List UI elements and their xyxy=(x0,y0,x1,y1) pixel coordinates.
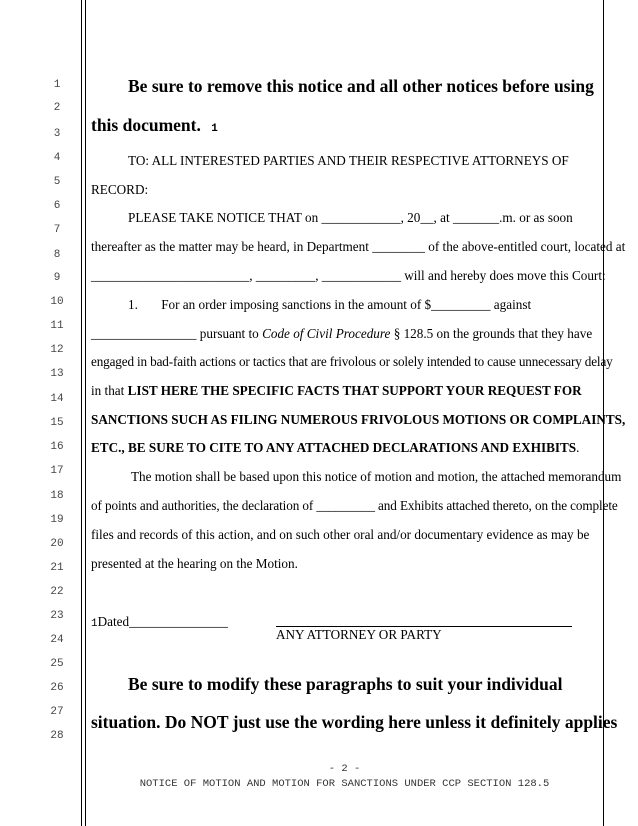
notice-top-line2 xyxy=(91,115,218,136)
notice-top-line1: Be sure to remove this notice and all other notices before using xyxy=(128,76,594,96)
line-number: 9 xyxy=(53,272,61,284)
notice-para-line3: ________________________, _________, ____________ will and hereby does move this Court: xyxy=(91,268,606,283)
page-number: - 2 - xyxy=(328,763,361,775)
line-number: 16 xyxy=(50,441,64,453)
line-number: 23 xyxy=(50,610,64,622)
line-number: 12 xyxy=(50,344,64,356)
line-number: 15 xyxy=(50,417,64,429)
item-number: 1. xyxy=(128,297,138,312)
line-number: 27 xyxy=(50,706,64,718)
item1-line5: SANCTIONS SUCH AS FILING NUMEROUS FRIVOLOUS MOTIONS OR COMPLAINTS, xyxy=(91,412,626,427)
item1-line4 xyxy=(91,383,582,399)
notice-bottom-line2: situation. Do NOT just use the wording here unless it definitely applies xyxy=(91,712,618,732)
to-line2: RECORD: xyxy=(91,182,149,197)
line-number: 3 xyxy=(53,128,61,140)
item1-line2-pre: ________________ pursuant to xyxy=(91,326,263,341)
item1-line6-end: . xyxy=(576,440,580,455)
line-number: 20 xyxy=(50,538,64,550)
line-number: 2 xyxy=(53,102,61,114)
dated-line xyxy=(91,614,228,630)
item1-text: For an order imposing sanctions in the amount of $_________ against xyxy=(161,297,532,312)
specific-facts-instruction: LIST HERE THE SPECIFIC FACTS THAT SUPPORT YOUR REQUEST FOR xyxy=(127,383,582,398)
notice-bottom-line1: Be sure to modify these paragraphs to suit your individual xyxy=(128,674,563,694)
item1-line3: engaged in bad-faith actions or tactics that are frivolous or solely intended to cause unnecessary delay xyxy=(91,354,613,369)
margin-rule-left-inner xyxy=(85,0,86,826)
line-number: 18 xyxy=(50,490,64,502)
code-citation: Code of Civil Procedure xyxy=(262,326,391,341)
notice-para-line1: PLEASE TAKE NOTICE THAT on ____________, 20__, at _______.m. or as soon xyxy=(128,210,573,225)
line-number: 5 xyxy=(53,176,61,188)
line-number: 26 xyxy=(50,682,64,694)
line-number: 6 xyxy=(53,200,61,212)
line-number: 21 xyxy=(50,562,64,574)
notice-para-line2: thereafter as the matter may be heard, in Department ________ of the above-entitled court, located at xyxy=(91,239,626,254)
notice-top-text: this document. xyxy=(91,115,201,135)
item1-line1 xyxy=(128,297,531,313)
footnote-marker: 1 xyxy=(91,618,98,630)
dated-field: Dated_______________ xyxy=(97,614,229,629)
signature-label: ANY ATTORNEY OR PARTY xyxy=(276,627,442,642)
motion-para-line2: of points and authorities, the declaration of _________ and Exhibits attached thereto, on the complete xyxy=(91,498,618,513)
line-number: 28 xyxy=(50,730,64,742)
footer-title: NOTICE OF MOTION AND MOTION FOR SANCTIONS UNDER CCP SECTION 128.5 xyxy=(139,778,550,790)
motion-para-line1: The motion shall be based upon this notice of motion and motion, the attached memorandum xyxy=(131,469,622,484)
item1-line2-post: § 128.5 on the grounds that they have xyxy=(390,326,593,341)
line-number: 13 xyxy=(50,368,64,380)
line-number: 4 xyxy=(53,152,61,164)
line-number: 17 xyxy=(50,465,64,477)
item1-line6 xyxy=(91,440,579,456)
cite-instruction: ETC., BE SURE TO CITE TO ANY ATTACHED DECLARATIONS AND EXHIBITS xyxy=(91,440,577,455)
motion-para-line3: files and records of this action, and on such other oral and/or documentary evidence as may be xyxy=(91,527,590,542)
line-number: 10 xyxy=(50,296,64,308)
item1-line2 xyxy=(91,326,592,342)
item1-line4-pre: in that xyxy=(91,383,128,398)
line-number: 7 xyxy=(53,224,61,236)
line-number: 25 xyxy=(50,658,64,670)
line-number: 22 xyxy=(50,586,64,598)
line-number: 14 xyxy=(50,393,64,405)
margin-rule-left-outer xyxy=(81,0,82,826)
line-number: 24 xyxy=(50,634,64,646)
footnote-marker: 1 xyxy=(211,123,218,135)
motion-para-line4: presented at the hearing on the Motion. xyxy=(91,556,298,571)
line-number: 11 xyxy=(50,320,64,332)
line-number: 19 xyxy=(50,514,64,526)
line-number: 8 xyxy=(53,249,61,261)
line-number: 1 xyxy=(53,79,61,91)
to-line1: TO: ALL INTERESTED PARTIES AND THEIR RESPECTIVE ATTORNEYS OF xyxy=(128,153,569,168)
